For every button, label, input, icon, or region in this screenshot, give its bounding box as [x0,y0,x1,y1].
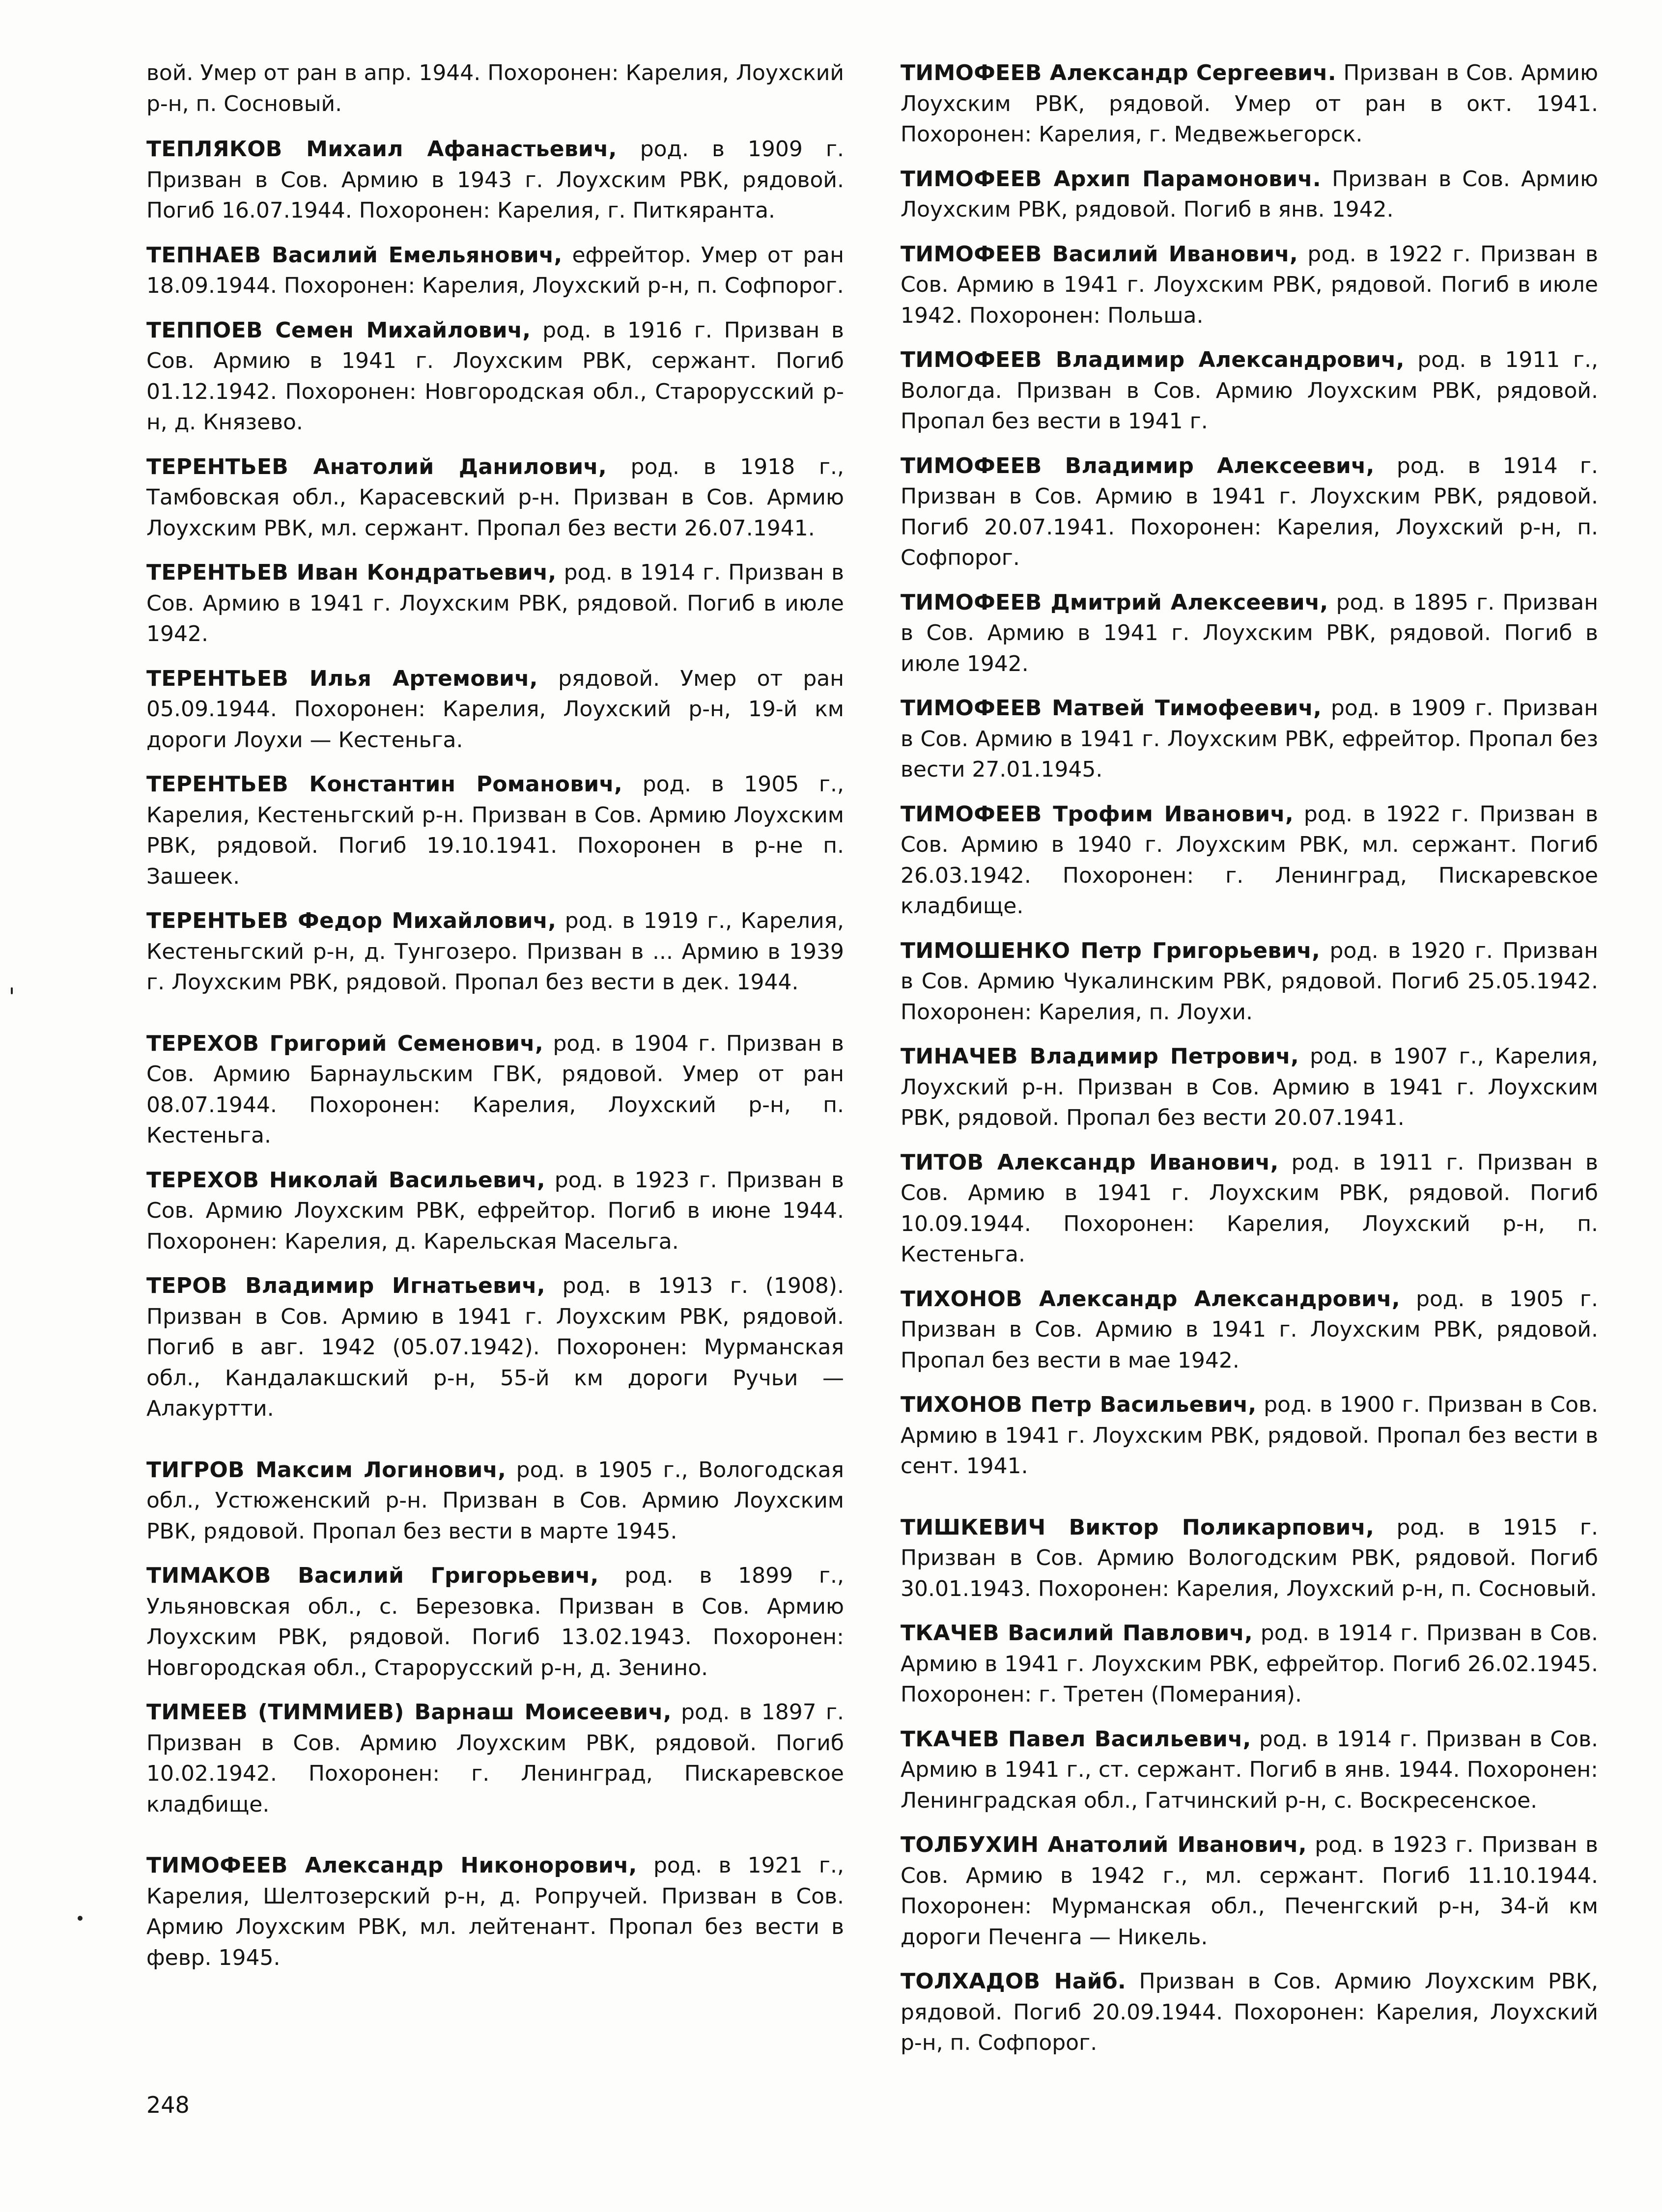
list-item [901,588,1598,680]
entry-name: ТЕРЕНТЬЕВ Константин Романович, [146,772,623,797]
list-item [901,1512,1598,1605]
entry-name: ТКАЧЕВ Василий Павлович, [901,1621,1253,1646]
entry-name: ТИШКЕВИЧ Виктор Поликарпович, [901,1514,1375,1540]
list-item [146,240,844,302]
entry-text: род. в 1909 г. Призван в Сов. Армию в 1941 г. Лоухским РВК, ефрейтор. Пропал без вести 27.01.1945. [901,696,1598,782]
entry-name: ТЕРЕНТЬЕВ Федор Михайлович, [146,908,557,933]
entry-text: род. в 1914 г. Призван в Сов. Армию в 1941 г. Лоухским РВК, ефрейтор. Погиб 26.02.1945. Похоронен: г. Третен (Померания). [901,1621,1598,1707]
entry-name: ТИХОНОВ Петр Васильевич, [901,1392,1257,1417]
list-item [901,345,1598,437]
list-item [146,664,844,756]
list-item [146,1561,844,1683]
list-item [146,906,844,998]
entry-text: Призван в Сов. Армию Лоухским РВК, рядовой. Погиб 20.09.1944. Похоронен: Карелия, Лоухский р-н, п. Софпорог. [901,1969,1598,2055]
list-item [146,769,844,892]
left-column [146,58,844,1987]
list-item [146,1165,844,1258]
list-item [901,693,1598,785]
entry-text: рядовой. Умер от ран 05.09.1944. Похоронен: Карелия, Лоухский р-н, 19-й км дороги Лоухи — Кестеньга. [146,666,844,753]
entry-text: род. в 1923 г. Призван в Сов. Армию в 1942 г., мл. сержант. Погиб 11.10.1944. Похоронен: Мурманская обл., Печенгский р-н, 34-й км дороги Печенга — Никель. [901,1832,1598,1950]
list-item [146,1850,844,1973]
list-item [146,1455,844,1547]
entry-name: ТИМОФЕЕВ Александр Сергеевич. [901,60,1336,85]
entry-name: ТОЛХАДОВ Найб. [901,1969,1126,1994]
entry-name: ТЕРЕНТЬЕВ Илья Артемович, [146,666,538,691]
entry-text: род. в 1915 г. Призван в Сов. Армию Вологодским РВК, рядовой. Погиб 30.01.1943. Похоронен: Карелия, Лоухский р-н, п. Сосновый. [901,1514,1599,1601]
entry-text: род. в 1914 г. Призван в Сов. Армию в 1941 г. Лоухским РВК, рядовой. Погиб 20.07.1941. Похоронен: Карелия, Лоухский р-н, п. Софпорог. [901,453,1599,570]
entry-text: род. в 1914 г. Призван в Сов. Армию в 1941 г. Лоухским РВК, рядовой. Погиб в июле 1942. [146,560,844,646]
entry-name: ТЕРЕХОВ Григорий Семенович, [146,1031,543,1056]
entry-text: род. в 1911 г. Призван в Сов. Армию в 1941 г. Лоухским РВК, рядовой. Погиб 10.09.1944. Похоронен: Карелия, Лоухский р-н, п. Кестеньга. [901,1149,1598,1267]
list-item [901,1724,1598,1817]
entry-text: род. в 1905 г., Карелия, Кестеньгский р-н. Призван в Сов. Армию Лоухским РВК, рядовой. Погиб 19.10.1941. Похоронен в р-не п. Зашеек. [146,772,845,889]
list-item [901,1148,1598,1270]
entry-text: род. в 1923 г. Призван в Сов. Армию Лоухским РВК, ефрейтор. Погиб в июне 1944. Похоронен: Карелия, д. Карельская Масельга. [146,1167,844,1254]
entry-name: ТИТОВ Александр Иванович, [901,1149,1279,1175]
entry-name: ТЕРЕХОВ Николай Васильевич, [146,1167,545,1193]
entry-text: Призван в Сов. Армию Лоухским РВК, рядовой. Умер от ран в окт. 1941. Похоронен: Карелия, г. Медвежьегорск. [901,60,1598,147]
entry-text: род. в 1900 г. Призван в Сов. Армию в 1941 г. Лоухским РВК, рядовой. Пропал без вести в сент. 1941. [901,1392,1598,1479]
entry-name: ТИГРОВ Максим Логинович, [146,1457,507,1483]
entry-name: ТИМОФЕЕВ Александр Никонорович, [146,1853,637,1878]
list-item [901,799,1598,922]
entry-text: вой. Умер от ран в апр. 1944. Похоронен: Карелия, Лоухский р-н, п. Сосновый. [146,60,844,116]
entry-text: род. в 1907 г., Карелия, Лоухский р-н. Призван в Сов. Армию в 1941 г. Лоухским РВК, рядовой. Пропал без вести 20.07.1941. [901,1044,1599,1130]
list-item [901,1830,1598,1953]
entry-name: ТИМОФЕЕВ Василий Иванович, [901,241,1298,267]
entry-text: род. в 1905 г., Вологодская обл., Устюженский р-н. Призван в Сов. Армию Лоухским РВК, рядовой. Пропал без вести в марте 1945. [146,1457,845,1544]
list-item [901,936,1598,1028]
entry-name: ТИМОФЕЕВ Дмитрий Алексеевич, [901,589,1328,615]
entry-name: ТЕРЕНТЬЕВ Иван Кондратьевич, [146,560,557,585]
list-item [146,58,844,119]
list-item [146,134,844,226]
right-column [901,58,1598,2072]
entry-text: род. в 1909 г. Призван в Сов. Армию в 1943 г. Лоухским РВК, рядовой. Погиб 16.07.1944. Похоронен: Карелия, г. Питкяранта. [146,137,844,223]
entry-name: ТИМОФЕЕВ Архип Парамонович. [901,166,1321,192]
entry-text: род. в 1905 г. Призван в Сов. Армию в 1941 г. Лоухским РВК, рядовой. Пропал без вести в мае 1942. [901,1286,1598,1373]
entry-text: род. в 1911 г., Вологда. Призван в Сов. Армию Лоухским РВК, рядовой. Пропал без вести в 1941 г. [901,347,1598,434]
scan-speck [78,1916,83,1921]
entry-name: ТЕРЕНТЬЕВ Анатолий Данилович, [146,454,607,479]
entry-name: ТИМОФЕЕВ Владимир Александрович, [901,347,1405,372]
entry-name: ТИМОФЕЕВ Матвей Тимофеевич, [901,696,1322,721]
entry-name: ТИМОФЕЕВ Владимир Алексеевич, [901,453,1375,478]
entry-text: Призван в Сов. Армию Лоухским РВК, рядовой. Погиб в янв. 1942. [901,166,1598,222]
entry-text: род. в 1916 г. Призван в Сов. Армию в 1941 г. Лоухским РВК, сержант. Погиб 01.12.1942. Похоронен: Новгородская обл., Старорусский р-н, д. Князево. [146,317,844,435]
entry-text: род. в 1921 г., Карелия, Шелтозерский р-н, д. Ропручей. Призван в Сов. Армию Лоухским РВК, мл. лейтенант. Пропал без вести в февр. 1945. [146,1853,844,1970]
page-number: 248 [146,2092,190,2118]
entry-name: ТИМОШЕНКО Петр Григорьевич, [901,938,1321,963]
list-item [901,1390,1598,1482]
entry-text: род. в 1918 г., Тамбовская обл., Карасевский р-н. Призван в Сов. Армию Лоухским РВК, мл. сержант. Пропал без вести 26.07.1941. [146,454,844,541]
entry-name: ТОЛБУХИН Анатолий Иванович, [901,1832,1307,1857]
list-item [901,451,1598,574]
list-item [901,1966,1598,2059]
entry-text: род. в 1899 г., Ульяновская обл., с. Березовка. Призван в Сов. Армию Лоухским РВК, рядовой. Погиб 13.02.1943. Похоронен: Новгородская обл., Старорусский р-н, д. Зенино. [146,1563,845,1680]
entry-text: род. в 1922 г. Призван в Сов. Армию в 1941 г. Лоухским РВК, рядовой. Погиб в июле 1942. Похоронен: Польша. [901,241,1598,328]
list-item [146,1271,844,1425]
entry-text: род. в 1904 г. Призван в Сов. Армию Барнаульским ГВК, рядовой. Умер от ран 08.07.1944. Похоронен: Карелия, Лоухский р-н, п. Кестеньга. [146,1031,844,1148]
entry-text: род. в 1919 г., Карелия, Кестеньгский р-н, д. Тунгозеро. Призван в ... Армию в 1939 г. Лоухским РВК, рядовой. Пропал без вести в дек. 1944. [146,908,845,995]
entry-text: ефрейтор. Умер от ран 18.09.1944. Похоронен: Карелия, Лоухский р-н, п. Софпорог. [146,242,844,298]
entry-name: ТЕРОВ Владимир Игнатьевич, [146,1273,545,1298]
entry-name: ТЕППОЕВ Семен Михайлович, [146,317,531,343]
list-item [146,558,844,650]
list-item [146,315,844,438]
entry-name: ТИХОНОВ Александр Александрович, [901,1286,1400,1312]
entry-name: ТИМОФЕЕВ Трофим Иванович, [901,801,1294,827]
entry-text: род. в 1897 г. Призван в Сов. Армию Лоухским РВК, рядовой. Погиб 10.02.1942. Похоронен: г. Ленинград, Пискаревское кладбище. [146,1700,844,1817]
entry-name: ТКАЧЕВ Павел Васильевич, [901,1726,1251,1752]
entry-name: ТЕПНАЕВ Василий Емельянович, [146,242,563,268]
list-item [901,164,1598,225]
entry-name: ТИМАКОВ Василий Григорьевич, [146,1563,599,1588]
entry-text: род. в 1914 г. Призван в Сов. Армию в 1941 г., ст. сержант. Погиб в янв. 1944. Похоронен: Ленинградская обл., Гатчинский р-н, с. Воскресенское. [901,1726,1598,1813]
list-item [901,1618,1598,1710]
entry-name: ТИМЕЕВ (ТИММИЕВ) Варнаш Моисеевич, [146,1700,672,1725]
list-item [146,452,844,544]
list-item [901,1284,1598,1376]
entry-text: род. в 1913 г. (1908). Призван в Сов. Армию в 1941 г. Лоухским РВК, рядовой. Погиб в авг. 1942 (05.07.1942). Похоронен: Мурманская обл., Кандалакшский р-н, 55-й км дороги Ручьи — Алакуртти. [146,1273,845,1421]
entry-text: род. в 1922 г. Призван в Сов. Армию в 1940 г. Лоухским РВК, мл. сержант. Погиб 26.03.1942. Похоронен: г. Ленинград, Пискаревское кладбище. [901,801,1598,919]
entry-name: ТИНАЧЕВ Владимир Петрович, [901,1044,1299,1069]
list-item [901,239,1598,332]
list-item [146,1029,844,1151]
entry-text: род. в 1920 г. Призван в Сов. Армию Чукалинским РВК, рядовой. Погиб 25.05.1942. Похоронен: Карелия, п. Лоухи. [901,938,1598,1025]
entry-text: род. в 1895 г. Призван в Сов. Армию в 1941 г. Лоухским РВК, рядовой. Погиб в июле 1942. [901,589,1598,676]
list-item [146,1697,844,1820]
list-item [901,1041,1598,1134]
scan-speck [11,987,13,994]
entry-name: ТЕПЛЯКОВ Михаил Афанастьевич, [146,137,617,162]
list-item [901,58,1598,150]
